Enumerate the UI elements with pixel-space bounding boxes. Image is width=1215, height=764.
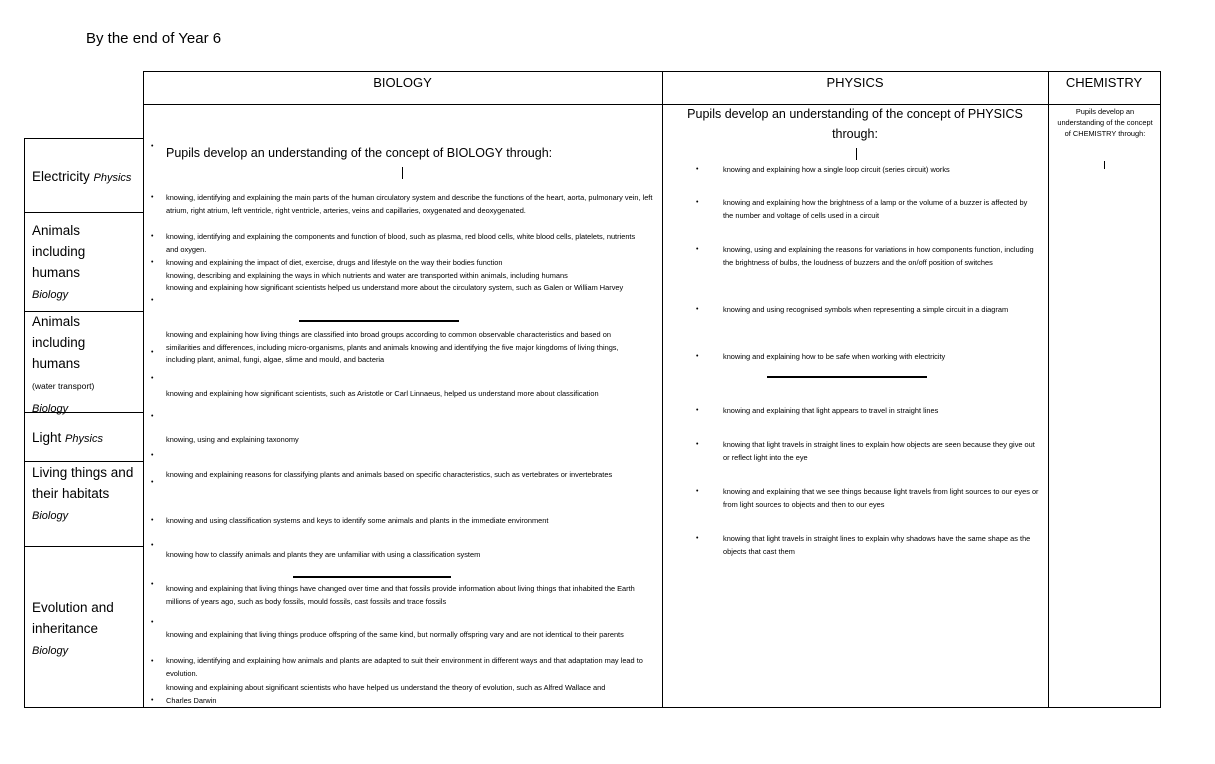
row-label-animals-water-transport: Animals including humans (water transport) Biology — [32, 314, 95, 415]
bullet: • — [151, 581, 154, 588]
bullet: • — [696, 353, 699, 360]
biology-item: knowing and explaining how living things are classified into broad groups according to common observable characteristics and based on similarities and differences, including micro-organisms, plants and animals knowing and identifying the five major kingdoms of living things, including plant, animal, fungi, algae, slime and mould, and bacteria — [166, 330, 619, 365]
text-cursor-icon — [1104, 161, 1105, 169]
bullet: • — [151, 619, 154, 626]
bullet: • — [696, 199, 699, 206]
physics-item: knowing and explaining how a single loop circuit (series circuit) works — [723, 165, 950, 174]
biology-item: knowing how to classify animals and plants they are unfamiliar with using a classification system — [166, 550, 481, 559]
row-label-animals-including-humans: Animals including humans Biology — [32, 223, 86, 301]
bullet: • — [151, 349, 154, 356]
bullet: • — [151, 517, 154, 524]
biology-item: knowing and explaining reasons for classifying plants and animals based on specific characteristics, such as vertebrates or invertebrates — [166, 470, 613, 479]
bullet: • — [696, 488, 699, 495]
biology-item: knowing and explaining the impact of diet, exercise, drugs and lifestyle on the way their bodies function — [166, 258, 503, 267]
physics-item: knowing and using recognised symbols when representing a simple circuit in a diagram — [723, 305, 1009, 314]
physics-item: knowing and explaining how the brightness of a lamp or the volume of a buzzer is affected by the number and voltage of cells used in a circuit — [723, 198, 1028, 220]
chemistry-intro: Pupils develop an understanding of the concept of CHEMISTRY through: — [1057, 107, 1153, 138]
page-heading: By the end of Year 6 — [86, 30, 222, 47]
biology-item: knowing and explaining how significant scientists helped us understand more about the circulatory system, such as Galen or William Harvey — [166, 283, 624, 292]
bullet: • — [151, 297, 154, 304]
section-divider — [767, 376, 927, 378]
bullet: • — [151, 259, 154, 266]
bullet: • — [151, 413, 154, 420]
bullet: • — [151, 542, 154, 549]
physics-item: knowing and explaining that we see things because light travels from light sources to our eyes or from light sources to objects and then to our eyes — [723, 487, 1039, 509]
row-label-evolution-inheritance: Evolution and inheritance Biology — [32, 600, 114, 657]
bullet: • — [696, 246, 699, 253]
biology-item: knowing, identifying and explaining the components and function of blood, such as plasma, red blood cells, white blood cells, platelets, nutrients and oxygen. — [166, 232, 636, 254]
row-label-electricity: Electricity Physics — [32, 169, 132, 184]
row-label-living-things-habitats: Living things and their habitats Biology — [32, 465, 134, 522]
biology-item: knowing, identifying and explaining how animals and plants are adapted to suit their environment in different ways and that adaptation may lead to evolution. — [166, 656, 643, 678]
section-divider — [293, 576, 451, 578]
text-cursor-icon — [856, 148, 857, 160]
bullet: • — [151, 143, 154, 150]
biology-item: knowing, identifying and explaining the main parts of the human circulatory system and describe the functions of the heart, aorta, pulmonary vein, left atrium, right atrium, left ventricle, right ventricle, arteries, veins and capillaries, oxygenated and deoxygenated. — [166, 193, 653, 215]
biology-item: knowing and explaining about significant scientists who have helped us understand the theory of evolution, such as Alfred Wallace and Charles Darwin — [166, 683, 606, 705]
column-header-biology: BIOLOGY — [373, 75, 432, 90]
row-label-light: Light Physics — [32, 430, 103, 445]
column-header-physics: PHYSICS — [826, 75, 884, 90]
section-divider — [299, 320, 459, 322]
column-header-chemistry: CHEMISTRY — [1065, 75, 1143, 90]
bullet: • — [151, 233, 154, 240]
bullet: • — [696, 441, 699, 448]
biology-item: knowing and explaining how significant scientists, such as Aristotle or Carl Linnaeus, helped us understand more about classification — [166, 389, 599, 398]
text-cursor-icon — [402, 167, 403, 179]
bullet: • — [151, 452, 154, 459]
biology-item: knowing and using classification systems and keys to identify some animals and plants in the immediate environment — [166, 516, 549, 525]
bullet: • — [696, 166, 699, 173]
biology-item: knowing, using and explaining taxonomy — [166, 435, 299, 444]
physics-item: knowing that light travels in straight lines to explain how objects are seen because they give out or reflect light into the eye — [723, 440, 1035, 462]
physics-item: knowing, using and explaining the reasons for variations in how components function, including the brightness of bulbs, the loudness of buzzers and the on/off position of switches — [723, 245, 1034, 267]
physics-intro: Pupils develop an understanding of the concept of PHYSICS through: — [687, 107, 1023, 141]
bullet: • — [151, 479, 154, 486]
bullet: • — [696, 535, 699, 542]
physics-item: knowing and explaining how to be safe when working with electricity — [723, 352, 946, 361]
biology-item: knowing and explaining that living things have changed over time and that fossils provide information about living things that inhabited the Earth millions of years ago, such as body fossils, mould fossils, cast fossils and trace fossils — [166, 584, 635, 606]
bullet: • — [696, 306, 699, 313]
biology-intro: Pupils develop an understanding of the concept of BIOLOGY through: — [166, 146, 553, 160]
bullet: • — [151, 194, 154, 201]
biology-item: knowing, describing and explaining the ways in which nutrients and water are transported within animals, including humans — [166, 271, 568, 280]
bullet: • — [151, 375, 154, 382]
physics-item: knowing that light travels in straight lines to explain why shadows have the same shape as the objects that cast them — [723, 534, 1031, 556]
bullet: • — [151, 658, 154, 665]
bullet: • — [696, 407, 699, 414]
physics-item: knowing and explaining that light appears to travel in straight lines — [723, 406, 939, 415]
biology-item: knowing and explaining that living things produce offspring of the same kind, but normally offspring vary and are not identical to their parents — [166, 630, 624, 639]
bullet: • — [151, 697, 154, 704]
